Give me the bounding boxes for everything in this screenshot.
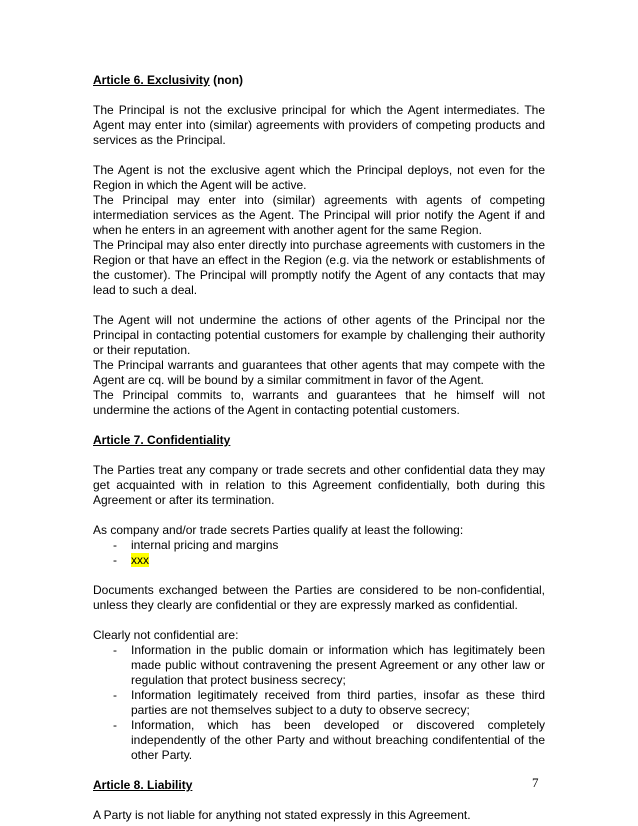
article-8-paragraph-1: A Party is not liable for anything not stated expressly in this Agreement.: [93, 808, 471, 822]
list-item-text: Information, which has been developed or discovered completely independently of the other Party and without breaching condifentential of the other Party.: [131, 718, 545, 762]
list-item: [93, 688, 545, 718]
article-8-heading: [93, 778, 545, 793]
dash-bullet: -: [113, 688, 117, 702]
article-6-title: Article 6. Exclusivity: [93, 73, 210, 87]
article-6-title-suffix: (non): [209, 73, 244, 87]
article-6-paragraph-7: The Principal commits to, warrants and guarantees that he himself will not undermine the actions of the Agent in contacting potential customers.: [93, 388, 545, 417]
article-7-heading: [93, 433, 545, 448]
document-body: [93, 73, 545, 823]
highlighted-placeholder-text: xxx: [131, 553, 149, 567]
dash-bullet: -: [113, 643, 117, 657]
article-7-paragraph-2: As company and/or trade secrets Parties qualify at least the following:: [93, 523, 464, 537]
list-item: [93, 643, 545, 688]
article-6-paragraph-5: The Agent will not undermine the actions of other agents of the Principal nor the Principal in contacting potential customers for example by challenging their authority or their reputation.: [93, 313, 545, 357]
list-item-text: Information in the public domain or information which has legitimately been made public without contravening the present Agreement or any other law or regulation that protect business secrecy;: [131, 643, 545, 687]
list-item-text: internal pricing and margins: [131, 538, 279, 552]
article-6-paragraph-3: The Principal may enter into (similar) agreements with agents of competing intermediation services as the Agent. The Principal will prior notify the Agent if and when he enters in an agreement with another agent for the same Region.: [93, 193, 545, 237]
article-7-paragraph-3: Documents exchanged between the Parties are considered to be non-confidential, unless they clearly are confidential or they are expressly marked as confidential.: [93, 583, 545, 612]
not-confidential-list: [93, 643, 545, 763]
list-item-text: Information legitimately received from third parties, insofar as these third parties are not themselves subject to a duty to observe secrecy;: [131, 688, 545, 717]
dash-bullet: -: [113, 538, 117, 552]
article-6-paragraph-4: The Principal may also enter directly into purchase agreements with customers in the Region or that have an effect in the Region (e.g. via the network or establishments of the customer). The Principal will promptly notify the Agent of any contacts that may lead to such a deal.: [93, 238, 545, 297]
article-7-paragraph-1: The Parties treat any company or trade secrets and other confidential data they may get acquainted with in relation to this Agreement confidentially, both during this Agreement or after its termination.: [93, 463, 545, 507]
list-item: [93, 538, 545, 553]
trade-secrets-list: [93, 538, 545, 568]
list-item: [93, 553, 545, 568]
article-6-paragraph-1: The Principal is not the exclusive principal for which the Agent intermediates. The Agent may enter into (similar) agreements with providers of competing products and services as the Principal.: [93, 103, 545, 147]
dash-bullet: -: [113, 718, 117, 732]
page-number: 7: [532, 775, 539, 790]
article-6-paragraph-6: The Principal warrants and guarantees that other agents that may compete with the Agent are cq. will be bound by a similar commitment in favor of the Agent.: [93, 358, 545, 387]
article-8-title: Article 8. Liability: [93, 778, 193, 792]
list-item: [93, 718, 545, 763]
dash-bullet: -: [113, 553, 117, 567]
article-7-paragraph-4: Clearly not confidential are:: [93, 628, 239, 642]
article-6-paragraph-2: The Agent is not the exclusive agent which the Principal deploys, not even for the Region in which the Agent will be active.: [93, 163, 545, 192]
article-7-title: Article 7. Confidentiality: [93, 433, 231, 447]
article-6-heading: [93, 73, 545, 88]
